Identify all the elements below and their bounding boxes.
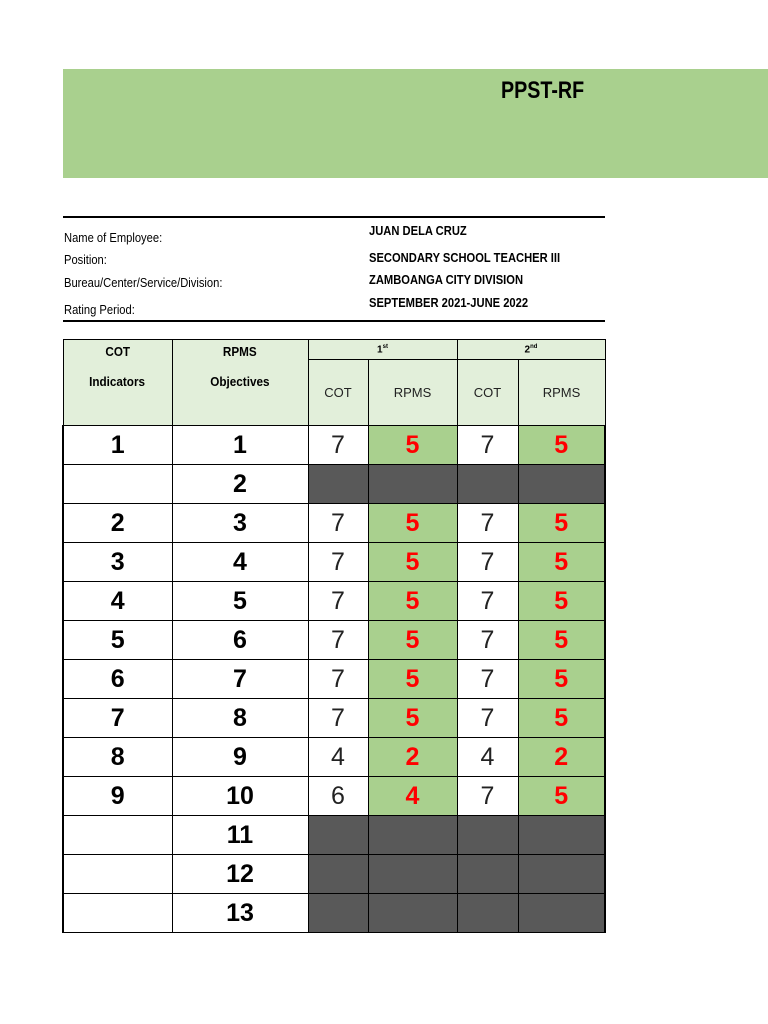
cot-indicator-cell [63,816,172,855]
q2-rpms-rating-cell: 5 [518,777,605,816]
rpms-header: RPMS Objectives [172,340,308,426]
cot-indicator-cell: 9 [63,777,172,816]
rpms-objective-cell: 12 [172,855,308,894]
q2-cot-score-cell: 7 [457,660,518,699]
employee-info [63,216,605,322]
q1-cot-score-cell: 7 [308,426,368,465]
table-row [63,465,605,504]
q1-cot-score-cell [308,894,368,933]
title-banner [63,69,768,178]
q2-rpms-rating-cell [518,816,605,855]
rpms-objective-cell: 8 [172,699,308,738]
q2-cot-score-cell: 7 [457,543,518,582]
rpms-objective-cell: 4 [172,543,308,582]
rpms-objective-cell: 11 [172,816,308,855]
table-row [63,621,605,660]
cot-indicator-cell: 1 [63,426,172,465]
cot-indicator-cell: 5 [63,621,172,660]
q2-cot-score-cell [457,894,518,933]
form-title: PPST-RF [501,77,585,104]
table-row [63,543,605,582]
q1-cot-score-cell: 6 [308,777,368,816]
cot-indicator-cell: 8 [63,738,172,777]
table-row [63,426,605,465]
table-row [63,855,605,894]
rpms-objective-cell: 2 [172,465,308,504]
q2-rpms-rating-cell: 5 [518,660,605,699]
cot-indicator-cell: 7 [63,699,172,738]
cot-indicator-cell [63,465,172,504]
q2-cot-score-cell [457,816,518,855]
division-value: ZAMBOANGA CITY DIVISION [369,272,524,287]
q2-cot-score-cell [457,855,518,894]
employee-name-label: Name of Employee: [64,230,163,245]
cot-indicator-cell: 4 [63,582,172,621]
q2-cot-subheader: COT [457,360,518,426]
rpms-objective-cell: 6 [172,621,308,660]
division-label: Bureau/Center/Service/Division: [64,275,223,290]
rpms-objective-cell: 7 [172,660,308,699]
table-row [63,699,605,738]
cot-indicator-cell [63,855,172,894]
q1-cot-subheader: COT [308,360,368,426]
q1-rpms-rating-cell [368,855,457,894]
q2-cot-score-cell: 4 [457,738,518,777]
q2-cot-score-cell [457,465,518,504]
table-row [63,777,605,816]
q2-rpms-rating-cell: 5 [518,504,605,543]
q1-rpms-rating-cell [368,894,457,933]
q2-cot-score-cell: 7 [457,777,518,816]
table-row [63,738,605,777]
q1-rpms-rating-cell: 5 [368,699,457,738]
q2-rpms-rating-cell: 5 [518,543,605,582]
q2-cot-score-cell: 7 [457,504,518,543]
q1-rpms-subheader: RPMS [368,360,457,426]
table-row [63,816,605,855]
q2-cot-score-cell: 7 [457,582,518,621]
q1-rpms-rating-cell: 5 [368,660,457,699]
rpms-objective-cell: 1 [172,426,308,465]
q1-rpms-rating-cell [368,465,457,504]
table-row [63,504,605,543]
q1-cot-score-cell: 7 [308,621,368,660]
q2-rpms-rating-cell [518,894,605,933]
rpms-objective-cell: 13 [172,894,308,933]
q1-cot-score-cell: 4 [308,738,368,777]
q1-cot-score-cell: 7 [308,504,368,543]
q2-rpms-rating-cell: 5 [518,699,605,738]
q1-rpms-rating-cell: 5 [368,621,457,660]
rating-period-label: Rating Period: [64,302,135,317]
rpms-objective-cell: 10 [172,777,308,816]
q2-rpms-rating-cell: 5 [518,582,605,621]
q1-rpms-rating-cell: 5 [368,582,457,621]
quarter-2-header: 2nd [457,340,605,360]
q1-rpms-rating-cell: 2 [368,738,457,777]
q1-rpms-rating-cell: 5 [368,543,457,582]
quarter-1-header: 1st [308,340,457,360]
position-label: Position: [64,252,107,267]
q2-cot-score-cell: 7 [457,426,518,465]
position-value: SECONDARY SCHOOL TEACHER III [369,250,561,265]
table-row [63,894,605,933]
q1-rpms-rating-cell: 4 [368,777,457,816]
q2-rpms-rating-cell: 2 [518,738,605,777]
q2-rpms-rating-cell: 5 [518,426,605,465]
cot-indicator-cell: 2 [63,504,172,543]
q1-cot-score-cell [308,816,368,855]
q1-rpms-rating-cell: 5 [368,504,457,543]
q2-rpms-rating-cell: 5 [518,621,605,660]
q1-rpms-rating-cell: 5 [368,426,457,465]
q2-rpms-rating-cell [518,465,605,504]
cot-indicator-cell [63,894,172,933]
q2-rpms-subheader: RPMS [518,360,605,426]
employee-name-value: JUAN DELA CRUZ [369,223,467,238]
q1-cot-score-cell [308,465,368,504]
q2-rpms-rating-cell [518,855,605,894]
q1-cot-score-cell: 7 [308,660,368,699]
cot-header: COT Indicators [63,340,172,426]
rating-period-value: SEPTEMBER 2021-JUNE 2022 [369,295,529,310]
q1-cot-score-cell [308,855,368,894]
cot-indicator-cell: 3 [63,543,172,582]
q2-cot-score-cell: 7 [457,699,518,738]
q1-rpms-rating-cell [368,816,457,855]
table-row [63,582,605,621]
q1-cot-score-cell: 7 [308,543,368,582]
q1-cot-score-cell: 7 [308,582,368,621]
cot-indicator-cell: 6 [63,660,172,699]
q2-cot-score-cell: 7 [457,621,518,660]
table-row [63,660,605,699]
rpms-objective-cell: 9 [172,738,308,777]
rpms-objective-cell: 3 [172,504,308,543]
rpms-objective-cell: 5 [172,582,308,621]
q1-cot-score-cell: 7 [308,699,368,738]
ratings-table [62,339,606,933]
